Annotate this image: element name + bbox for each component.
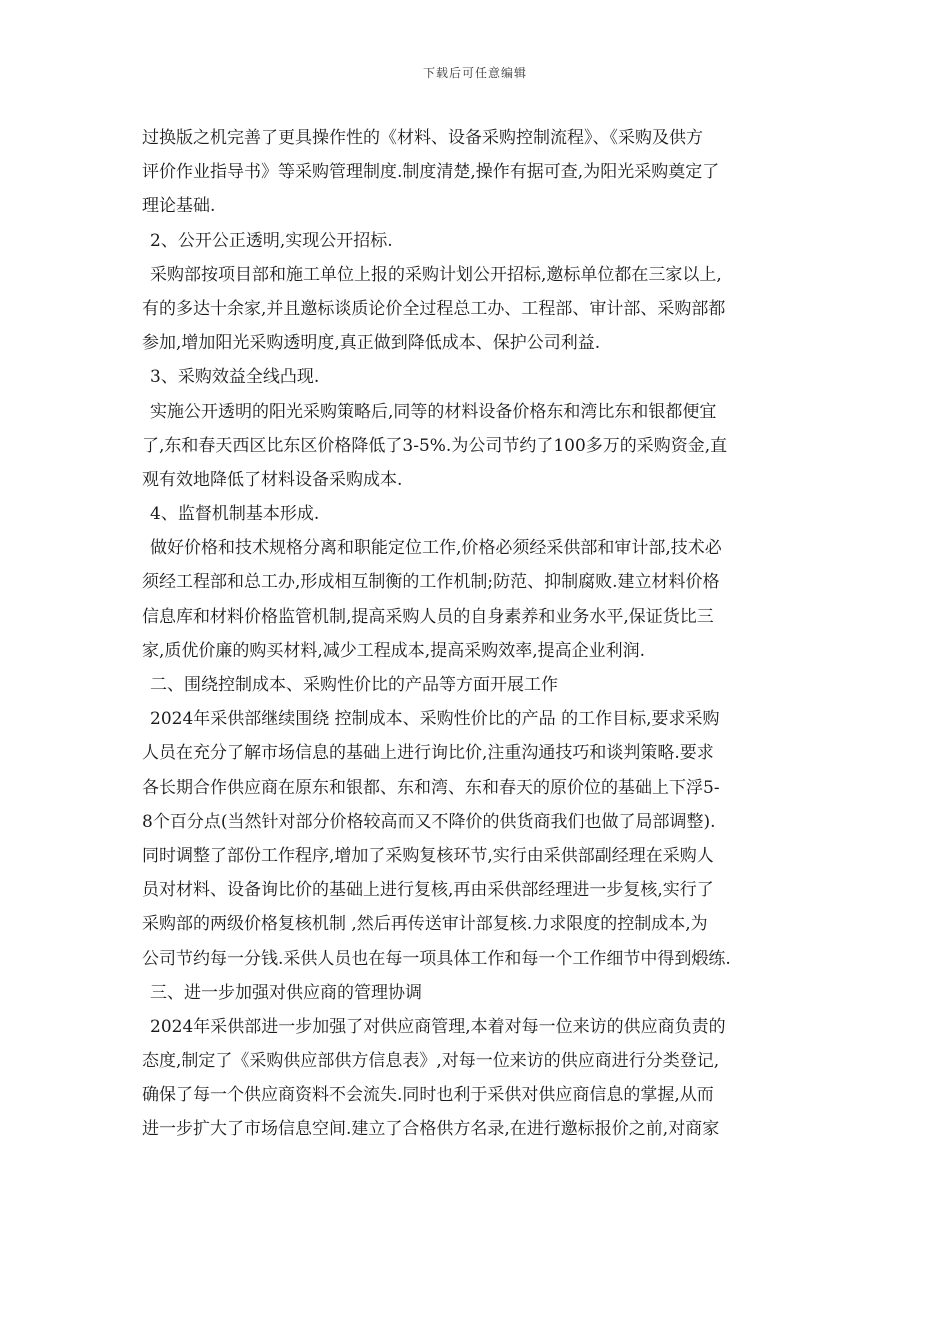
text-line: 态度,制定了《采购供应部供方信息表》,对每一位来访的供应商进行分类登记,: [142, 1051, 720, 1072]
text-line: 2024年采供部进一步加强了对供应商管理,本着对每一位来访的供应商负责的: [150, 1016, 726, 1037]
text-line: 信息库和材料价格监管机制,提高采购人员的自身素养和业务水平,保证货比三: [142, 606, 714, 627]
text-line: 参加,增加阳光采购透明度,真正做到降低成本、保护公司利益.: [142, 333, 601, 354]
text-line: 进一步扩大了市场信息空间.建立了合格供方名录,在进行邀标报价之前,对商家: [142, 1119, 720, 1140]
text-line: 同时调整了部份工作程序,增加了采购复核环节,实行由采供部副经理在采购人: [142, 845, 714, 866]
text-line: 采购部的两级价格复核机制 ,然后再传送审计部复核.力求限度的控制成本,为: [142, 914, 708, 935]
text-line: 4、监督机制基本形成.: [150, 504, 320, 525]
text-line: 2024年采供部继续围绕 控制成本、采购性价比的产品 的工作目标,要求采购: [150, 709, 720, 730]
text-line: 家,质优价廉的购买材料,减少工程成本,提高采购效率,提高企业利润.: [142, 640, 646, 661]
text-line: 理论基础.: [142, 196, 216, 217]
text-line: 三、进一步加强对供应商的管理协调: [150, 982, 422, 1003]
page-header-note: 下载后可任意编辑: [422, 66, 527, 80]
text-line: 各长期合作供应商在原东和银都、东和湾、东和春天的原价位的基础上下浮5-: [142, 777, 720, 798]
text-line: 员对材料、设备询比价的基础上进行复核,再由采供部经理进一步复核,实行了: [142, 880, 714, 901]
text-line: 确保了每一个供应商资料不会流失.同时也利于采供对供应商信息的掌握,从而: [142, 1085, 714, 1106]
text-line: 观有效地降低了材料设备采购成本.: [142, 469, 403, 490]
text-line: 了,东和春天西区比东区价格降低了3-5%.为公司节约了100多万的采购资金,直: [142, 435, 728, 456]
text-line: 二、围绕控制成本、采购性价比的产品等方面开展工作: [150, 675, 558, 695]
document-body: [142, 121, 810, 1147]
text-line: 实施公开透明的阳光采购策略后,同等的材料设备价格东和湾比东和银都便宜: [150, 401, 717, 422]
text-line: 做好价格和技术规格分离和职能定位工作,价格必须经采供部和审计部,技术必: [150, 538, 722, 559]
text-line: 过换版之机完善了更具操作性的《材料、设备采购控制流程》、《采购及供方: [142, 128, 703, 148]
text-line: 3、采购效益全线凸现.: [150, 367, 320, 388]
text-line: 有的多达十余家,并且邀标谈质论价全过程总工办、工程部、审计部、采购部都: [142, 298, 726, 319]
text-line: 人员在充分了解市场信息的基础上进行询比价,注重沟通技巧和谈判策略.要求: [142, 743, 714, 764]
text-line: 公司节约每一分钱.采供人员也在每一项具体工作和每一个工作细节中得到煅练.: [142, 948, 731, 969]
text-line: 2、公开公正透明,实现公开招标.: [150, 230, 393, 251]
text-line: 须经工程部和总工办,形成相互制衡的工作机制;防范、抑制腐败.建立材料价格: [142, 572, 720, 593]
text-line: 采购部按项目部和施工单位上报的采购计划公开招标,邀标单位都在三家以上,: [150, 264, 722, 285]
text-line: 评价作业指导书》等采购管理制度.制度清楚,操作有据可查,为阳光采购奠定了: [142, 162, 720, 183]
text-line: 8个百分点(当然针对部分价格较高而又不降价的供货商我们也做了局部调整).: [142, 811, 716, 832]
